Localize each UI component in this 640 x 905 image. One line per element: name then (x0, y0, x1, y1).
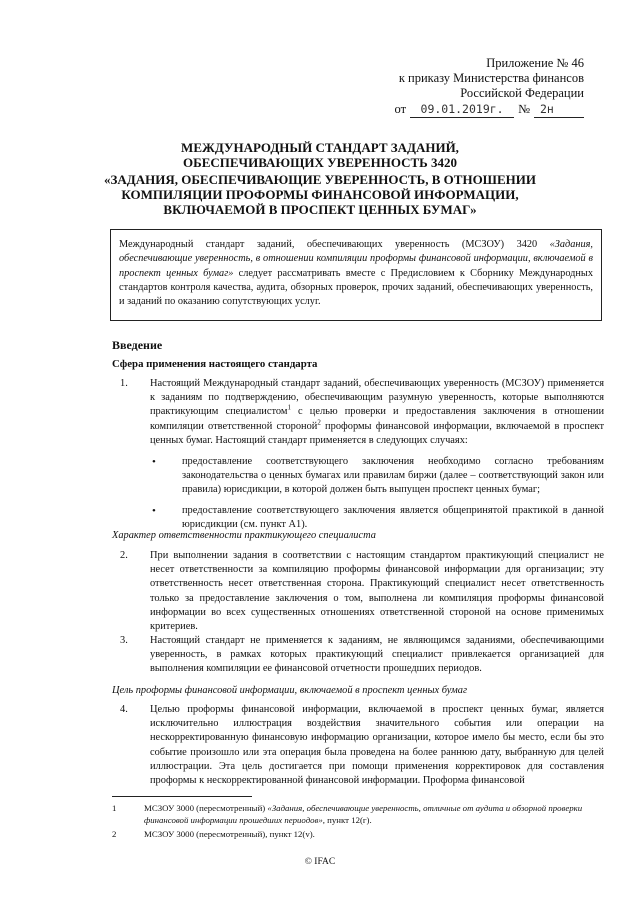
order-number: 2н (534, 102, 584, 118)
heading-purpose: Цель проформы финансовой информации, включаемой в проспект ценных бумаг (112, 685, 468, 696)
number-label: № (518, 102, 530, 116)
standard-title-line1: МЕЖДУНАРОДНЫЙ СТАНДАРТ ЗАДАНИЙ, (181, 140, 459, 155)
standard-title-line2: ОБЕСПЕЧИВАЮЩИХ УВЕРЕННОСТЬ 3420 (183, 155, 457, 170)
heading-nature: Характер ответственности практикующего специалиста (112, 530, 376, 541)
copyright-footer: © IFAC (304, 857, 336, 867)
bullet-icon: • (152, 456, 156, 469)
paragraph-number: 2. (120, 550, 128, 561)
preface-text-b: следует рассматривать вместе с Предисловием к Сборнику Международных стандартов контроля качества, аудита, обзорных проверок, прочих заданий, обеспечивающих уверенность, и заданий по оказанию сопутствующих услуг. (119, 267, 593, 308)
paragraph-1 (112, 377, 604, 532)
footnote-ref-2: 2 (317, 418, 321, 427)
paragraph-text: Настоящий стандарт не применяется к заданиям, не являющимся заданиями, обеспечивающими уверенность, в рамках которых практикующий специалист привлекается организацией для выполнения компиляции ее финансовой отчетности прошедших периодов. (150, 635, 604, 675)
p1-text-c: проформы финансовой информации, включаемой в проспект ценных бумаг. Настоящий стандарт применяется в следующих случаях: (150, 420, 605, 446)
order-date: 09.01.2019г. (410, 102, 514, 118)
footnote-text: МСЗОУ 3000 (пересмотренный), пункт 12(v). (144, 829, 315, 839)
list-item (150, 504, 604, 532)
paragraph-text: При выполнении задания в соответствии с настоящим стандартом практикующий специалист не несет ответственности за компиляцию проформы финансовой информации для организации; эту ответственность несет ответственная сторона. Практикующий специалист несет ответственность только за предоставление заключения о том, выполнена ли компиляция проформы финансовой информации во всех существенных отношениях ответственной стороной на основе применимых критериев. (150, 550, 604, 633)
footnote-1 (112, 802, 604, 826)
paragraph-text (150, 377, 604, 448)
bullet-text: предоставление соответствующего заключения необходимо согласно требованиям законодательства о ценных бумагах или правилам биржи (далее – соответствующий закон или правила) юрисдикции, в которой должен быть выпущен проспект ценных бумаг; (182, 456, 604, 496)
appendix-ministry: Российской Федерации (460, 86, 584, 100)
preface-text-italic: «Задания, обеспечивающие уверенность, в отношении компиляции проформы финансовой информации, включаемой в проспект ценных бумаг» (119, 239, 593, 279)
paragraph-number: 4. (120, 704, 128, 715)
footnote-text (144, 802, 604, 826)
preface-box (110, 229, 602, 321)
heading-scope: Сфера применения настоящего стандарта (112, 358, 318, 370)
p1-text-a: Настоящий Международный стандарт заданий, обеспечивающих уверенность (МСЗОУ) применяется к заданиям по подтверждению, обеспечивающим разумную уверенность, которые выполняются практикующим специалистом (150, 378, 604, 418)
paragraph-number: 1. (120, 378, 128, 389)
paragraph-3 (112, 634, 604, 677)
footnote-number: 2 (112, 829, 117, 839)
paragraph-text: Целью проформы финансовой информации, включаемой в проспект ценных бумаг, является исключительно иллюстрация воздействия значительного события или операции на нескорректированную финансовую информацию организации, которое имело бы место, если бы это событие произошло или эта операция была проведена на более раннюю дату, выбранную для целей иллюстрации. Эта цель достигается при помощи применения корректировок для составления проформы к нескорректированной финансовой информации. Проформа финансовой (150, 704, 604, 787)
appendix-date-number (324, 102, 584, 118)
heading-introduction: Введение (112, 338, 163, 352)
footnote-ref-1: 1 (287, 403, 291, 412)
p1-text-b: с целью проверки и предоставления заключения в отношении компиляции ответственной стороной (150, 406, 604, 432)
from-label: от (394, 102, 407, 116)
preface-text-a: Международный стандарт заданий, обеспечивающих уверенность (МСЗОУ) 3420 (119, 239, 550, 250)
paragraph-number: 3. (120, 635, 128, 646)
f1-text-a: МСЗОУ 3000 (пересмотренный) (144, 803, 268, 813)
appendix-title: Приложение № 46 (486, 56, 584, 70)
f1-italic: «Задания, обеспечивающие уверенность, отличные от аудита и обзорной проверки финансовой информации прошедших периодов» (144, 803, 583, 825)
standard-title (70, 140, 570, 170)
paragraph-4 (112, 703, 604, 788)
standard-subtitle (70, 172, 570, 217)
standard-subtitle-line2: КОМПИЛЯЦИИ ПРОФОРМЫ ФИНАНСОВОЙ ИНФОРМАЦИИ, (121, 187, 519, 202)
standard-subtitle-line3: ВКЛЮЧАЕМОЙ В ПРОСПЕКТ ЦЕННЫХ БУМАГ» (163, 202, 477, 217)
list-item (150, 455, 604, 498)
footnote-divider (112, 796, 252, 797)
f1-text-b: , пункт 12(г). (322, 815, 372, 825)
bullet-text: предоставление соответствующего заключения является общепринятой практикой в данной юрисдикции (см. пункт A1). (182, 504, 604, 530)
footnote-number: 1 (112, 803, 117, 813)
appendix-header (324, 56, 584, 118)
footnote-2 (112, 828, 604, 840)
bullet-icon: • (152, 504, 156, 517)
appendix-order: к приказу Министерства финансов (398, 71, 584, 85)
standard-subtitle-line1: «ЗАДАНИЯ, ОБЕСПЕЧИВАЮЩИЕ УВЕРЕННОСТЬ, В ОТНОШЕНИИ (104, 172, 536, 187)
paragraph-2 (112, 549, 604, 634)
